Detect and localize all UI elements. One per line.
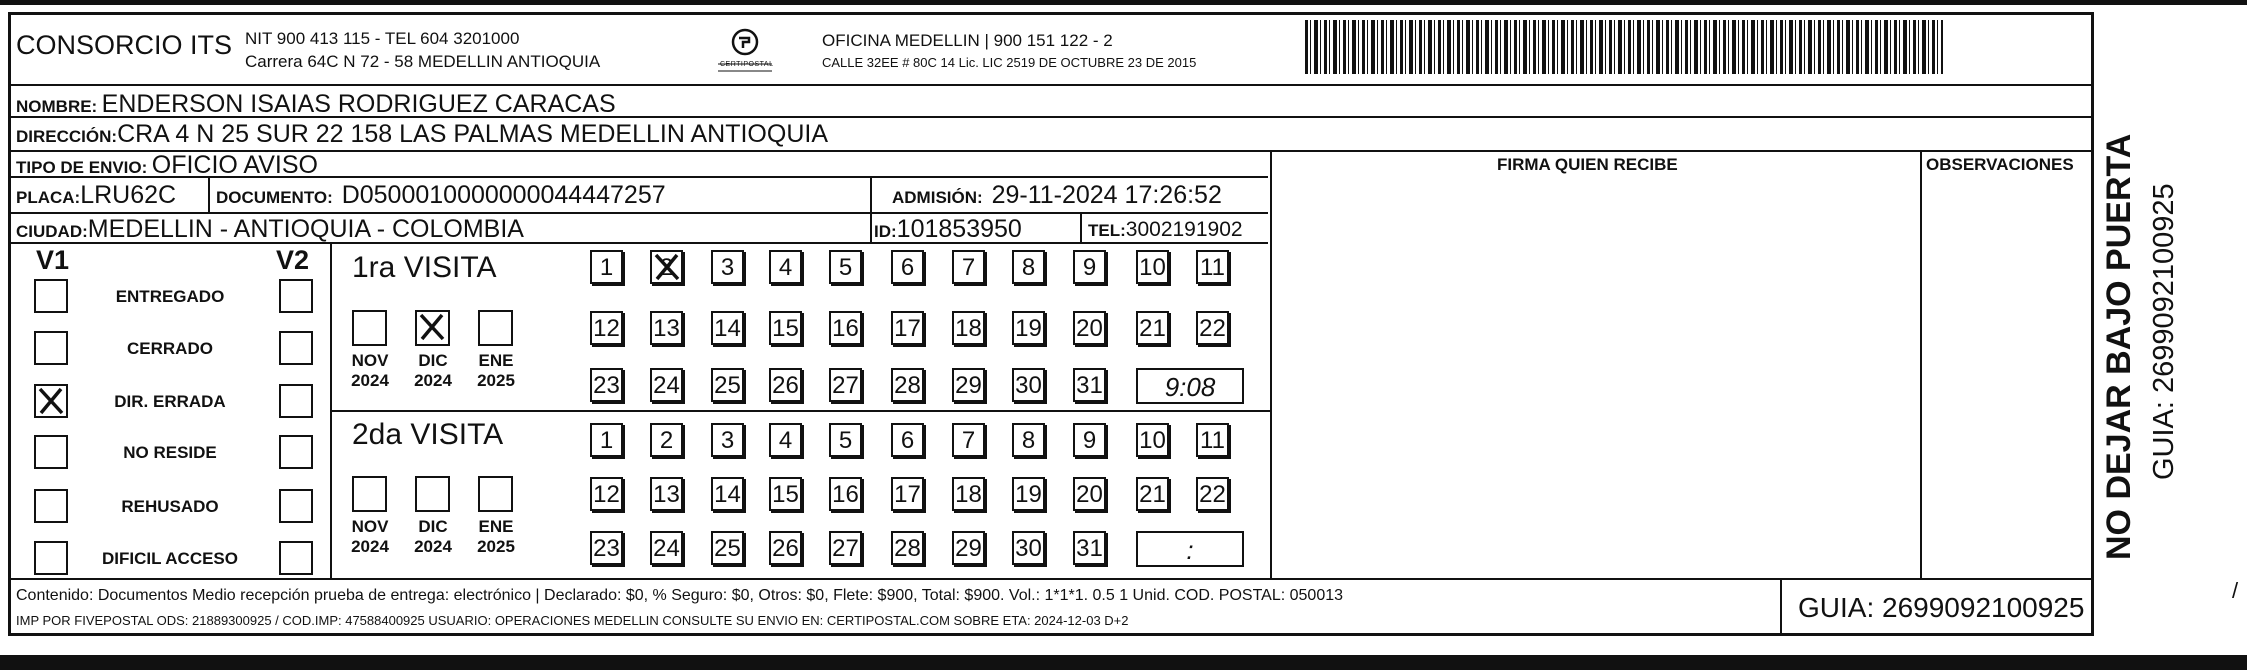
first-visit-day-box[interactable]: 24 <box>650 368 683 402</box>
second-visit-day-box[interactable]: 23 <box>590 531 623 565</box>
signature-area[interactable] <box>1272 178 1918 576</box>
id-value: 101853950 <box>896 215 1022 243</box>
placa-label: PLACA: <box>16 188 81 207</box>
office-line: OFICINA MEDELLIN | 900 151 122 - 2 <box>822 31 1113 50</box>
divider <box>8 84 2094 86</box>
second-visit-day-box[interactable]: 13 <box>650 477 683 511</box>
v2-checkbox[interactable] <box>279 435 313 469</box>
first-visit-day-box[interactable]: 2 <box>650 250 683 284</box>
year-label: 2024 <box>414 537 452 556</box>
first-visit-day-box[interactable]: 5 <box>829 250 862 284</box>
v2-checkbox[interactable] <box>279 279 313 313</box>
bottom-edge-bar <box>0 655 2247 670</box>
month-label: NOV <box>351 351 389 370</box>
first-visit-day-box[interactable]: 3 <box>711 250 744 284</box>
v1-checkbox[interactable] <box>34 541 68 575</box>
second-visit-day-box[interactable]: 22 <box>1196 477 1229 511</box>
tel-value: 3002191902 <box>1125 218 1243 241</box>
first-visit-day-box[interactable]: 27 <box>829 368 862 402</box>
month-checkbox-nov[interactable] <box>352 476 387 512</box>
status-label: DIR. ERRADA <box>114 392 226 411</box>
top-edge-bar <box>0 0 2247 5</box>
month-label: ENE <box>478 517 514 536</box>
first-visit-day-box[interactable]: 26 <box>769 368 802 402</box>
documento-value: D0500010000000044447257 <box>341 181 666 209</box>
nombre-label: NOMBRE: <box>16 97 98 116</box>
second-visit-day-box[interactable]: 24 <box>650 531 683 565</box>
v2-checkbox[interactable] <box>279 331 313 365</box>
firma-header: FIRMA QUIEN RECIBE <box>1497 155 1678 174</box>
tipo-envio-value: OFICIO AVISO <box>151 151 318 179</box>
second-visit-day-box[interactable]: 26 <box>769 531 802 565</box>
second-visit-day-box[interactable]: 21 <box>1136 477 1169 511</box>
v1-header: V1 <box>36 245 70 275</box>
second-visit-day-box[interactable]: 12 <box>590 477 623 511</box>
first-visit-day-box[interactable]: 11 <box>1196 250 1229 284</box>
status-label: DIFICIL ACCESO <box>101 549 238 568</box>
month-label: DIC <box>418 517 448 536</box>
first-visit-day-box[interactable]: 29 <box>952 368 985 402</box>
tel-label: TEL: <box>1088 221 1126 240</box>
month-checkbox-nov[interactable] <box>352 310 387 346</box>
first-visit-title: 1ra VISITA <box>352 251 497 284</box>
first-visit-day-box[interactable]: 14 <box>711 311 744 345</box>
first-visit-day-box[interactable]: 6 <box>891 250 924 284</box>
observations-area[interactable] <box>1922 178 2090 576</box>
second-visit-day-box[interactable]: 4 <box>769 423 802 457</box>
year-label: 2025 <box>477 537 515 556</box>
nombre-value: ENDERSON ISAIAS RODRIGUEZ CARACAS <box>101 90 616 118</box>
first-visit-day-box[interactable]: 12 <box>590 311 623 345</box>
documento-label: DOCUMENTO: <box>216 188 333 207</box>
v2-checkbox[interactable] <box>279 541 313 575</box>
second-visit-day-box[interactable]: 2 <box>650 423 683 457</box>
first-visit-day-box[interactable]: 22 <box>1196 311 1229 345</box>
second-visit-day-box[interactable]: 17 <box>891 477 924 511</box>
second-visit-day-box[interactable]: 20 <box>1073 477 1106 511</box>
tipo-envio-label: TIPO DE ENVIO: <box>16 158 148 177</box>
v2-header: V2 <box>276 245 310 275</box>
month-checkbox-ene[interactable] <box>478 310 513 346</box>
month-label: DIC <box>418 351 448 370</box>
year-label: 2025 <box>477 371 515 390</box>
year-label: 2024 <box>414 371 452 390</box>
second-visit-day-box[interactable]: 3 <box>711 423 744 457</box>
divider <box>8 212 1268 214</box>
id-label: ID: <box>874 222 897 241</box>
first-visit-day-box[interactable]: 30 <box>1012 368 1045 402</box>
year-label: 2024 <box>351 537 389 556</box>
logo-lettering: CERTIPOSTAL <box>720 61 774 68</box>
second-visit-day-box[interactable]: 16 <box>829 477 862 511</box>
v1-checkbox[interactable] <box>34 331 68 365</box>
second-visit-day-box[interactable]: 19 <box>1012 477 1045 511</box>
first-visit-day-box[interactable]: 13 <box>650 311 683 345</box>
second-visit-time-field[interactable]: : <box>1136 531 1244 567</box>
license-line: CALLE 32EE # 80C 14 Lic. LIC 2519 DE OCTUBRE 23 DE 2015 <box>822 55 1197 70</box>
divider <box>330 242 332 578</box>
status-label: CERRADO <box>127 339 213 358</box>
placa-value: LRU62C <box>80 181 177 209</box>
first-visit-day-box[interactable]: 28 <box>891 368 924 402</box>
second-visit-day-box[interactable]: 27 <box>829 531 862 565</box>
month-label: NOV <box>351 517 389 536</box>
admision-value: 29-11-2024 17:26:52 <box>991 181 1222 209</box>
second-visit-day-box[interactable]: 11 <box>1196 423 1229 457</box>
status-label: NO RESIDE <box>123 443 217 462</box>
footer-print-line: IMP POR FIVEPOSTAL ODS: 21889300925 / COD.IMP: 47588400925 USUARIO: OPERACIONES MEDELLIN CONSULTE SU ENVIO EN: CERTIPOSTAL.COM SOBRE ETA: 2024-12-03 D+2 <box>16 613 1129 628</box>
first-visit-time-field[interactable]: 9:08 <box>1136 368 1244 404</box>
ciudad-label: CIUDAD: <box>16 222 88 241</box>
second-visit-day-box[interactable]: 9 <box>1073 423 1106 457</box>
first-visit-day-box[interactable]: 8 <box>1012 250 1045 284</box>
first-visit-day-box[interactable]: 25 <box>711 368 744 402</box>
v1-checkbox[interactable] <box>34 489 68 523</box>
first-visit-day-box[interactable]: 16 <box>829 311 862 345</box>
ciudad-value: MEDELLIN - ANTIOQUIA - COLOMBIA <box>87 215 524 243</box>
first-visit-day-box[interactable]: 20 <box>1073 311 1106 345</box>
divider <box>208 176 210 212</box>
month-checkbox-ene[interactable] <box>478 476 513 512</box>
v1-checkbox[interactable] <box>34 384 68 418</box>
v2-checkbox[interactable] <box>279 489 313 523</box>
second-visit-day-box[interactable]: 1 <box>590 423 623 457</box>
first-visit-day-box[interactable]: 21 <box>1136 311 1169 345</box>
first-visit-day-box[interactable]: 23 <box>590 368 623 402</box>
divider <box>1080 212 1082 242</box>
direccion-value: CRA 4 N 25 SUR 22 158 LAS PALMAS MEDELLIN ANTIOQUIA <box>117 120 828 148</box>
month-label: ENE <box>478 351 514 370</box>
company-nit: NIT 900 413 115 - TEL 604 3201000 <box>245 29 520 48</box>
side-guia: GUIA: 2699092100925 <box>2148 183 2180 480</box>
second-visit-day-box[interactable]: 8 <box>1012 423 1045 457</box>
first-visit-day-box[interactable]: 31 <box>1073 368 1106 402</box>
second-visit-day-box[interactable]: 7 <box>952 423 985 457</box>
second-visit-day-box[interactable]: 14 <box>711 477 744 511</box>
stray-mark: / <box>2232 578 2239 603</box>
company-name: CONSORCIO ITS <box>16 30 233 60</box>
first-visit-day-box[interactable]: 18 <box>952 311 985 345</box>
company-address: Carrera 64C N 72 - 58 MEDELLIN ANTIOQUIA <box>245 52 601 71</box>
second-visit-day-box[interactable]: 6 <box>891 423 924 457</box>
second-visit-day-box[interactable]: 5 <box>829 423 862 457</box>
divider <box>8 150 2094 152</box>
first-visit-day-box[interactable]: 10 <box>1136 250 1169 284</box>
second-visit-title: 2da VISITA <box>352 418 504 451</box>
divider <box>1780 578 1782 636</box>
v1-checkbox[interactable] <box>34 279 68 313</box>
second-visit-day-box[interactable]: 30 <box>1012 531 1045 565</box>
direccion-label: DIRECCIÓN: <box>16 127 118 146</box>
first-visit-day-box[interactable]: 1 <box>590 250 623 284</box>
observaciones-header: OBSERVACIONES <box>1926 155 2074 174</box>
v2-checkbox[interactable] <box>279 384 313 418</box>
first-visit-day-box[interactable]: 4 <box>769 250 802 284</box>
second-visit-day-box[interactable]: 10 <box>1136 423 1169 457</box>
second-visit-day-box[interactable]: 31 <box>1073 531 1106 565</box>
second-visit-day-box[interactable]: 29 <box>952 531 985 565</box>
first-visit-day-box[interactable]: 15 <box>769 311 802 345</box>
v1-checkbox[interactable] <box>34 435 68 469</box>
second-visit-day-box[interactable]: 18 <box>952 477 985 511</box>
year-label: 2024 <box>351 371 389 390</box>
status-label: ENTREGADO <box>115 287 225 306</box>
month-checkbox-dic[interactable] <box>415 310 450 346</box>
first-visit-day-box[interactable]: 9 <box>1073 250 1106 284</box>
first-visit-day-box[interactable]: 19 <box>1012 311 1045 345</box>
month-checkbox-dic[interactable] <box>415 476 450 512</box>
footer-guia: GUIA: 2699092100925 <box>1798 592 2085 623</box>
second-visit-day-box[interactable]: 25 <box>711 531 744 565</box>
second-visit-day-box[interactable]: 28 <box>891 531 924 565</box>
side-warning: NO DEJAR BAJO PUERTA <box>2100 133 2138 560</box>
divider <box>870 176 872 242</box>
first-visit-day-box[interactable]: 7 <box>952 250 985 284</box>
first-visit-day-box[interactable]: 17 <box>891 311 924 345</box>
second-visit-day-box[interactable]: 15 <box>769 477 802 511</box>
admision-label: ADMISIÓN: <box>892 188 983 207</box>
status-label: REHUSADO <box>121 497 219 516</box>
footer-content-line: Contenido: Documentos Medio recepción prueba de entrega: electrónico | Declarado: $0, % Seguro: $0, Otros: $0, Flete: $900, Total: $900. Vol.: 1*1*1. 0.5 1 Unid. COD. POSTAL: 050013 <box>16 587 1344 604</box>
divider <box>330 410 1270 412</box>
